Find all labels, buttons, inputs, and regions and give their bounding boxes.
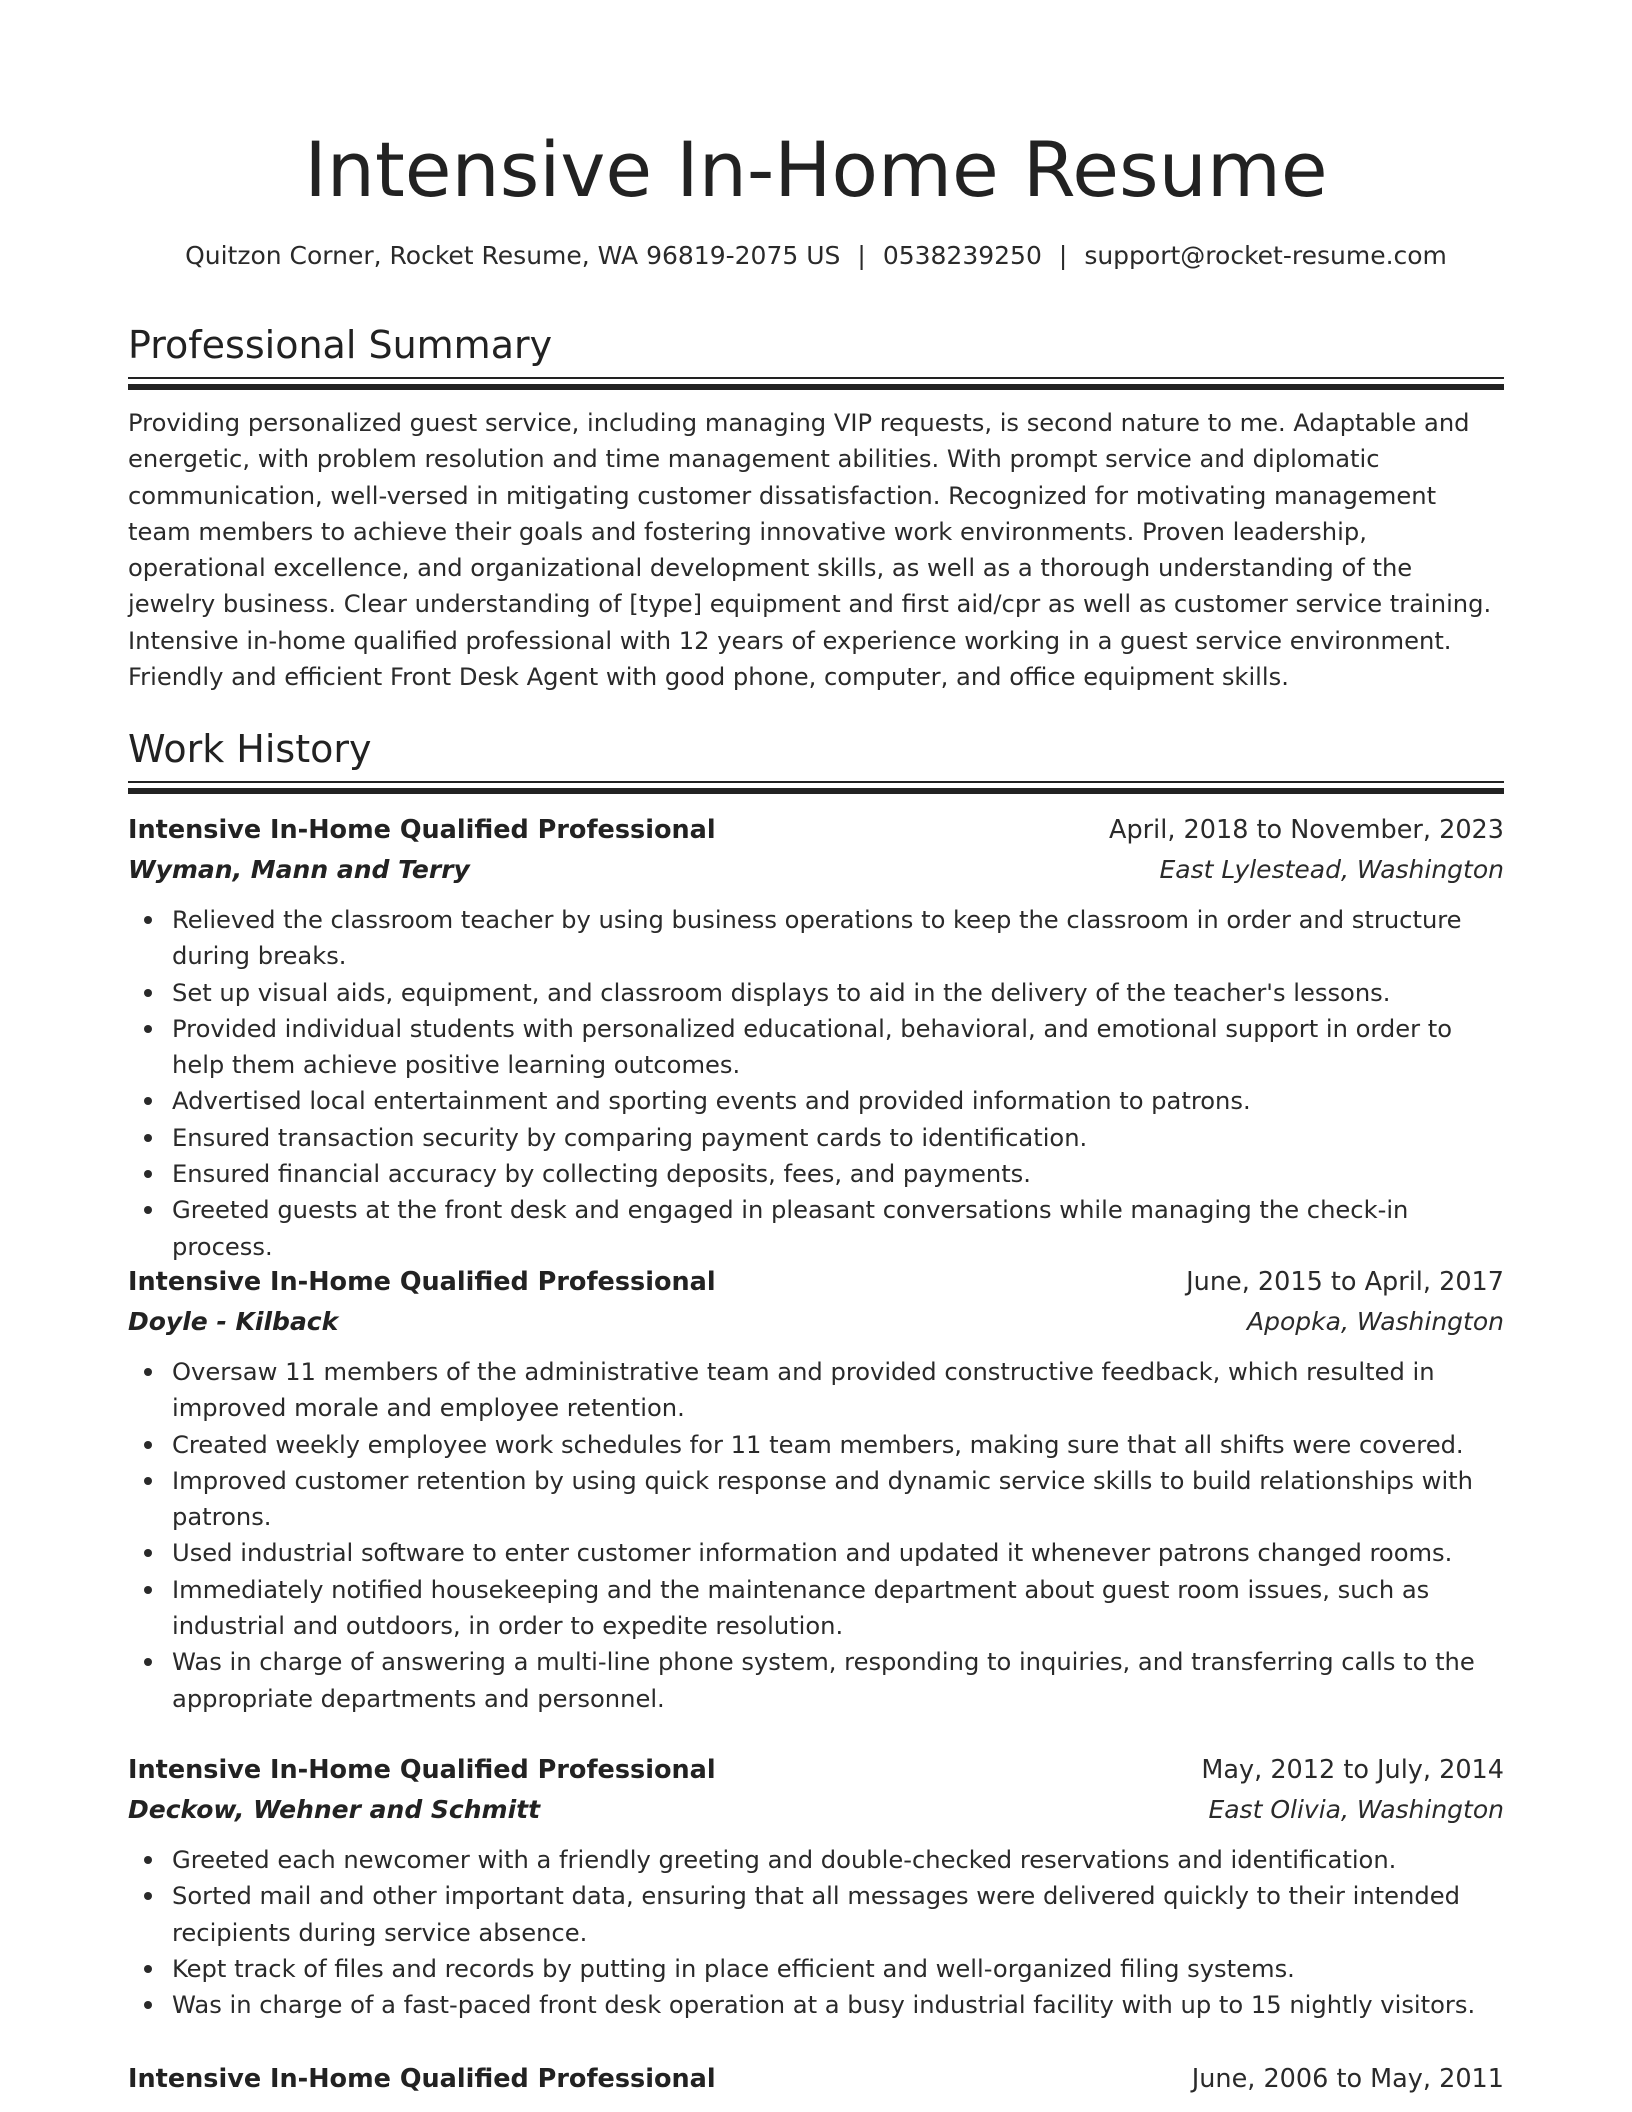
contact-phone: 0538239250 bbox=[882, 241, 1042, 270]
job-company: Wyman, Mann and Terry bbox=[128, 855, 470, 884]
summary-section-header bbox=[128, 321, 1504, 391]
contact-line bbox=[128, 238, 1504, 274]
job-bullet: Ensured transaction security by comparing payment cards to identification. bbox=[128, 1120, 1504, 1156]
job-bullet: Greeted each newcomer with a friendly greeting and double-checked reservations and identification. bbox=[128, 1842, 1504, 1878]
job-title: Intensive In-Home Qualified Professional bbox=[128, 1267, 716, 1297]
job-bullet: Relieved the classroom teacher by using business operations to keep the classroom in order and structure during breaks. bbox=[128, 902, 1504, 975]
job-location: East Lylestead, Washington bbox=[1159, 855, 1504, 884]
contact-address: Quitzon Corner, Rocket Resume, WA 96819-2075 US bbox=[185, 241, 841, 270]
job-title: Intensive In-Home Qualified Professional bbox=[128, 2064, 716, 2094]
summary-text: Providing personalized guest service, including managing VIP requests, is second nature to me. Adaptable and energetic, with problem resolution and time management abilities. With prompt service and diplomatic communication, well-versed in mitigating customer dissatisfaction. Recognized for motivating management team members to achieve their goals and fostering innovative work environments. Proven leadership, operational excellence, and organizational development skills, as well as a thorough understanding of the jewelry business. Clear understanding of [type] equipment and first aid/cpr as well as customer service training. Intensive in-home qualified professional with 12 years of experience working in a guest service environment. Friendly and efficient Front Desk Agent with good phone, computer, and office equipment skills. bbox=[128, 409, 1492, 692]
job-bullet: Kept track of files and records by putting in place efficient and well-organized filing systems. bbox=[128, 1951, 1504, 1987]
job-bullet: Greeted guests at the front desk and engaged in pleasant conversations while managing the check-in process. bbox=[128, 1192, 1504, 1265]
section-divider bbox=[128, 377, 1504, 391]
job-bullet: Was in charge of a fast-paced front desk operation at a busy industrial facility with up to 15 nightly visitors. bbox=[128, 1987, 1504, 2023]
section-divider bbox=[128, 781, 1504, 795]
job-bullets bbox=[128, 902, 1504, 1265]
job-dates: June, 2006 to May, 2011 bbox=[1191, 2064, 1504, 2094]
job-bullets bbox=[128, 1354, 1504, 1717]
job-bullet: Created weekly employee work schedules for 11 team members, making sure that all shifts were covered. bbox=[128, 1427, 1504, 1463]
job-bullet: Used industrial software to enter customer information and updated it whenever patrons changed rooms. bbox=[128, 1535, 1504, 1571]
job-dates: April, 2018 to November, 2023 bbox=[1109, 815, 1504, 845]
contact-email[interactable]: support@rocket-resume.com bbox=[1084, 241, 1447, 270]
summary-section-title: Professional Summary bbox=[128, 323, 553, 367]
job-location: East Olivia, Washington bbox=[1208, 1795, 1504, 1824]
job-company: Doyle - Kilback bbox=[128, 1307, 339, 1336]
job-dates: June, 2015 to April, 2017 bbox=[1186, 1267, 1504, 1297]
job-title: Intensive In-Home Qualified Professional bbox=[128, 1755, 716, 1785]
job-bullet: Immediately notified housekeeping and the maintenance department about guest room issues, such as industrial and outdoors, in order to expedite resolution. bbox=[128, 1572, 1504, 1645]
job-dates: May, 2012 to July, 2014 bbox=[1201, 1755, 1504, 1785]
job-entry bbox=[128, 1750, 1504, 2023]
job-bullet: Was in charge of answering a multi-line phone system, responding to inquiries, and transferring calls to the appropriate departments and personnel. bbox=[128, 1644, 1504, 1717]
job-bullet: Set up visual aids, equipment, and classroom displays to aid in the delivery of the teacher's lessons. bbox=[128, 975, 1504, 1011]
job-bullet: Sorted mail and other important data, ensuring that all messages were delivered quickly to their intended recipients during service absence. bbox=[128, 1878, 1504, 1951]
job-bullet: Advertised local entertainment and sporting events and provided information to patrons. bbox=[128, 1083, 1504, 1119]
job-company: Deckow, Wehner and Schmitt bbox=[128, 1795, 541, 1824]
job-entry bbox=[128, 2059, 1504, 2099]
job-bullet: Ensured financial accuracy by collecting deposits, fees, and payments. bbox=[128, 1156, 1504, 1192]
work-section-title: Work History bbox=[128, 727, 372, 771]
job-title: Intensive In-Home Qualified Professional bbox=[128, 815, 716, 845]
resume-name: Intensive In-Home Resume bbox=[304, 125, 1328, 214]
contact-separator: | bbox=[1058, 241, 1068, 270]
job-location: Apopka, Washington bbox=[1247, 1307, 1504, 1336]
job-bullet: Improved customer retention by using quick response and dynamic service skills to build relationships with patrons. bbox=[128, 1463, 1504, 1536]
contact-separator: | bbox=[857, 241, 866, 270]
work-section-header bbox=[128, 725, 1504, 795]
job-bullet: Provided individual students with personalized educational, behavioral, and emotional support in order to help them achieve positive learning outcomes. bbox=[128, 1011, 1504, 1084]
job-bullets bbox=[128, 1842, 1504, 2023]
job-entry bbox=[128, 810, 1504, 1265]
job-bullet: Oversaw 11 members of the administrative team and provided constructive feedback, which resulted in improved morale and employee retention. bbox=[128, 1354, 1504, 1427]
job-entry bbox=[128, 1262, 1504, 1717]
